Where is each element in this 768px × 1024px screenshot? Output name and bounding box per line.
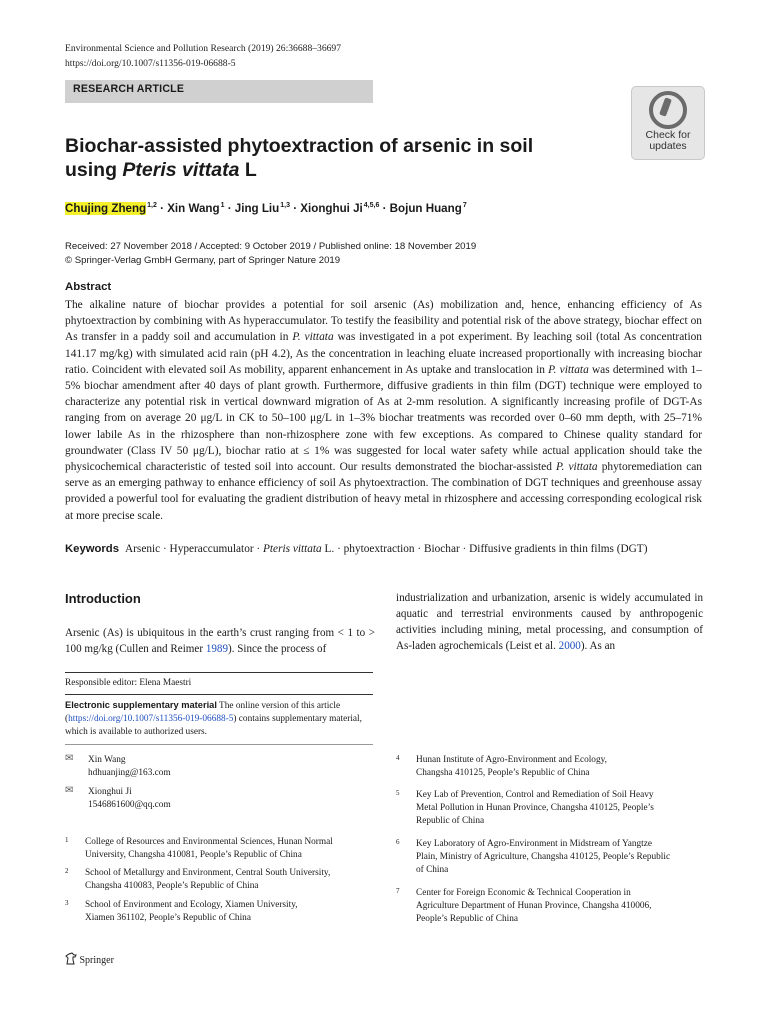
abstract-species: P. vittata: [548, 363, 589, 376]
citation-link[interactable]: 1989: [205, 643, 228, 656]
journal-header: [65, 41, 341, 71]
badge-line-2: updates: [649, 140, 687, 152]
correspondent-name: Xionghui Ji: [88, 787, 132, 797]
author-name[interactable]: Bojun Huang: [389, 202, 462, 215]
affiliation-number: 1: [65, 836, 69, 844]
esm-text: The online version of this article (: [65, 701, 341, 724]
affiliation-number: 7: [396, 887, 400, 895]
article-title: [65, 134, 585, 182]
author-affiliation: 1,3: [280, 202, 290, 210]
affiliation-text: [85, 836, 367, 862]
correspondence-text: [88, 786, 171, 812]
author-name[interactable]: Xin Wang: [167, 202, 220, 215]
badge-text: [632, 130, 704, 152]
journal-citation: Environmental Science and Pollution Research (2019) 26:36688–36697: [65, 43, 342, 54]
bookmark-icon: [649, 91, 687, 129]
introduction-heading: Introduction: [65, 591, 141, 606]
intro-text: industrialization and urbanization, arsenic is widely accumulated in aquatic and terrestrial environments caused by anthropogenic activities including mining, metal processing, and consumption of As-laden agrochemicals (Leist et al.: [396, 592, 703, 653]
affiliation-line: Metal Pollution in Hunan Province, Changsha 410125, People’s: [416, 802, 654, 813]
affiliation-text: [85, 867, 367, 893]
doi-link[interactable]: https://doi.org/10.1007/s11356-019-06688-5: [65, 58, 236, 69]
affiliation-text: [416, 838, 698, 876]
affiliation-item: [396, 754, 706, 782]
publisher-name: Springer: [79, 955, 114, 966]
affiliation-item: [65, 899, 375, 927]
keywords-text: Arsenic · Hyperaccumulator ·: [125, 543, 264, 555]
correspondent-email[interactable]: 1546861600@qq.com: [88, 799, 171, 810]
copyright-line: © Springer-Verlag GmbH Germany, part of Springer Nature 2019: [65, 255, 341, 266]
affiliation-text: [416, 887, 698, 925]
badge-line-1: Check for: [645, 129, 691, 141]
citation-link[interactable]: 2000: [558, 640, 581, 653]
affiliation-line: of China: [416, 864, 449, 875]
affiliation-line: Hunan Institute of Agro-Environment and Ecology,: [416, 755, 607, 765]
affiliation-item: [396, 887, 706, 929]
article-type-label: RESEARCH ARTICLE: [73, 83, 185, 95]
affiliation-number: 2: [65, 867, 69, 875]
intro-text: Arsenic (As) is ubiquitous in the earth’s crust ranging from < 1 to > 100 mg/kg (Cullen and Reimer: [65, 627, 375, 656]
dates-line: Received: 27 November 2018 / Accepted: 9 October 2019 / Published online: 18 November 2019: [65, 241, 477, 252]
affiliation-line: School of Environment and Ecology, Xiamen University,: [85, 900, 298, 910]
keywords-text: L. · phytoextraction · Biochar · Diffusive gradients in thin films (DGT): [321, 543, 648, 555]
affiliation-line: Changsha 410083, People’s Republic of China: [85, 880, 259, 891]
intro-text: ). As an: [580, 640, 616, 653]
affiliation-line: Key Lab of Prevention, Control and Remediation of Soil Heavy: [416, 790, 654, 800]
title-text: using: [65, 159, 123, 181]
author-affiliation: 7: [462, 202, 467, 210]
author-name[interactable]: Chujing Zheng: [65, 202, 147, 215]
intro-paragraph-left: [65, 625, 375, 657]
publisher-footer: [65, 952, 114, 966]
abstract-body: [65, 297, 702, 524]
title-line-1: Biochar-assisted phytoextraction of arsenic in soil: [65, 135, 534, 157]
article-type-bar: [65, 80, 373, 103]
title-text-end: L: [239, 159, 257, 181]
footnote-divider: [65, 744, 373, 745]
abstract-species: P. vittata: [556, 461, 598, 474]
abstract-text: was determined with 1–5% biochar amendment after 40 days of plant growth. Furthermore, diffusive gradients in thin film (DGT) technique were employed to characterize any potential risk in vertical downward migration of As at 2-mm resolution. A significantly increasing profile of DGT-As ranging from on average 20 μg/L in CK to 50–100 μg/L in 1–3% biochar treatments was recorded over 0–60 mm depth, with 25–71% lower labile As in the rhizosphere than non-rhizosphere zone with few exceptions. As compared to Chinese quality standard for groundwater (Class IV 50 μg/L), biochar ratio at ≤ 1% was suggested for local water safety while actual application should take the physicochemical characteristic of tested soil into account. Our results demonstrated the biochar-assisted: [65, 363, 703, 474]
abstract-species: P. vittata: [292, 331, 334, 344]
correspondent-email[interactable]: hdhuanjing@163.com: [88, 767, 171, 778]
esm-link[interactable]: https://doi.org/10.1007/s11356-019-06688-5: [68, 713, 234, 724]
title-species: Pteris vittata: [122, 159, 240, 181]
esm-label: Electronic supplementary material: [65, 700, 217, 710]
affiliation-number: 6: [396, 838, 400, 846]
abstract-text: The alkaline nature of biochar provides a potential for soil arsenic (As) mobilization and, hence, enhancing efficiency of As phytoextraction by combining with As hyperaccumulator. To testify the feasibility and potential risk of the above strategy, biochar effect on As transfer in a paddy soil and accumulation in: [65, 299, 702, 344]
footnote-divider: [65, 672, 373, 673]
affiliation-number: 5: [396, 789, 400, 797]
correspondence-text: [88, 754, 171, 780]
affiliation-line: Center for Foreign Economic & Technical Cooperation in: [416, 888, 631, 898]
author-affiliation: 1: [220, 202, 225, 210]
responsible-editor: Responsible editor: Elena Maestri: [65, 678, 192, 688]
supplementary-material-note: [65, 699, 373, 738]
springer-horse-icon: [65, 952, 77, 965]
intro-text: ). Since the process of: [228, 643, 327, 656]
publication-dates: [65, 240, 476, 268]
correspondent-name: Xin Wang: [88, 755, 126, 765]
author-affiliation: 4,5,6: [363, 202, 380, 210]
affiliation-line: College of Resources and Environmental Sciences, Hunan Normal: [85, 837, 333, 847]
keywords-label: Keywords: [65, 543, 119, 555]
affiliation-text: [416, 754, 698, 780]
author-list: Chujing Zheng$^{1,2}$ · Xin Wang$^1$ · Jing Liu$^{1,3}$ · Xionghui Ji$^{4,5,6}$ · Bojun Huang$^7$: [65, 202, 467, 215]
affiliation-item: [396, 789, 706, 831]
affiliation-line: People’s Republic of China: [416, 913, 518, 924]
affiliation-line: Plain, Ministry of Agriculture, Changsha 410125, People’s Republic: [416, 851, 671, 862]
affiliation-line: Xiamen 361102, People’s Republic of China: [85, 912, 251, 923]
correspondence-entry: [65, 786, 365, 814]
affiliation-line: Key Laboratory of Agro-Environment in Midstream of Yangtze: [416, 839, 652, 849]
abstract-text: phytoremediation can serve as an emerging pathway to enhance efficiency of soil As phytoextraction. The combination of DGT techniques and greenhouse assay provided a powerful tool for evaluating the gradient distribution of heavy metal in rhizosphere and accessing corresponding ecological risk at more precise scale.: [65, 461, 702, 522]
check-for-updates-badge[interactable]: [631, 86, 705, 160]
envelope-icon: ✉: [65, 785, 74, 796]
author-name[interactable]: Xionghui Ji: [300, 202, 363, 215]
affiliation-number: 3: [65, 899, 69, 907]
intro-paragraph-right: [396, 590, 703, 654]
correspondence-entry: [65, 754, 365, 782]
affiliation-item: [65, 867, 375, 895]
affiliation-line: Changsha 410125, People’s Republic of China: [416, 767, 590, 778]
affiliation-line: Agriculture Department of Hunan Province, Changsha 410006,: [416, 900, 652, 911]
author-name[interactable]: Jing Liu: [234, 202, 280, 215]
affiliation-text: [416, 789, 698, 827]
affiliation-number: 4: [396, 754, 400, 762]
keywords: [65, 543, 705, 555]
affiliation-line: University, Changsha 410081, People’s Republic of China: [85, 849, 302, 860]
footnote-divider: [65, 694, 373, 695]
affiliation-item: [396, 838, 706, 880]
affiliation-text: [85, 899, 367, 925]
title-line-2: [65, 158, 585, 182]
abstract-text: was investigated in a pot experiment. By leaching soil (total As concentration 141.17 mg/kg) with simulated acid rain (pH 4.2), As the concentration in leaching eluate increased proportionally with increasing biochar ratio. Coincident with elevated soil As mobility, apparent enhancement in As uptake and translocation in: [65, 331, 703, 376]
author-affiliation: 1,2: [147, 202, 157, 210]
envelope-icon: ✉: [65, 753, 74, 764]
abstract-heading: Abstract: [65, 281, 112, 293]
affiliation-line: School of Metallurgy and Environment, Central South University,: [85, 868, 331, 878]
keywords-species: Pteris vittata: [263, 543, 322, 555]
esm-text: ) contains supplementary material, which is available to authorized users.: [65, 713, 362, 737]
affiliation-item: [65, 836, 375, 864]
affiliation-line: Republic of China: [416, 815, 485, 826]
